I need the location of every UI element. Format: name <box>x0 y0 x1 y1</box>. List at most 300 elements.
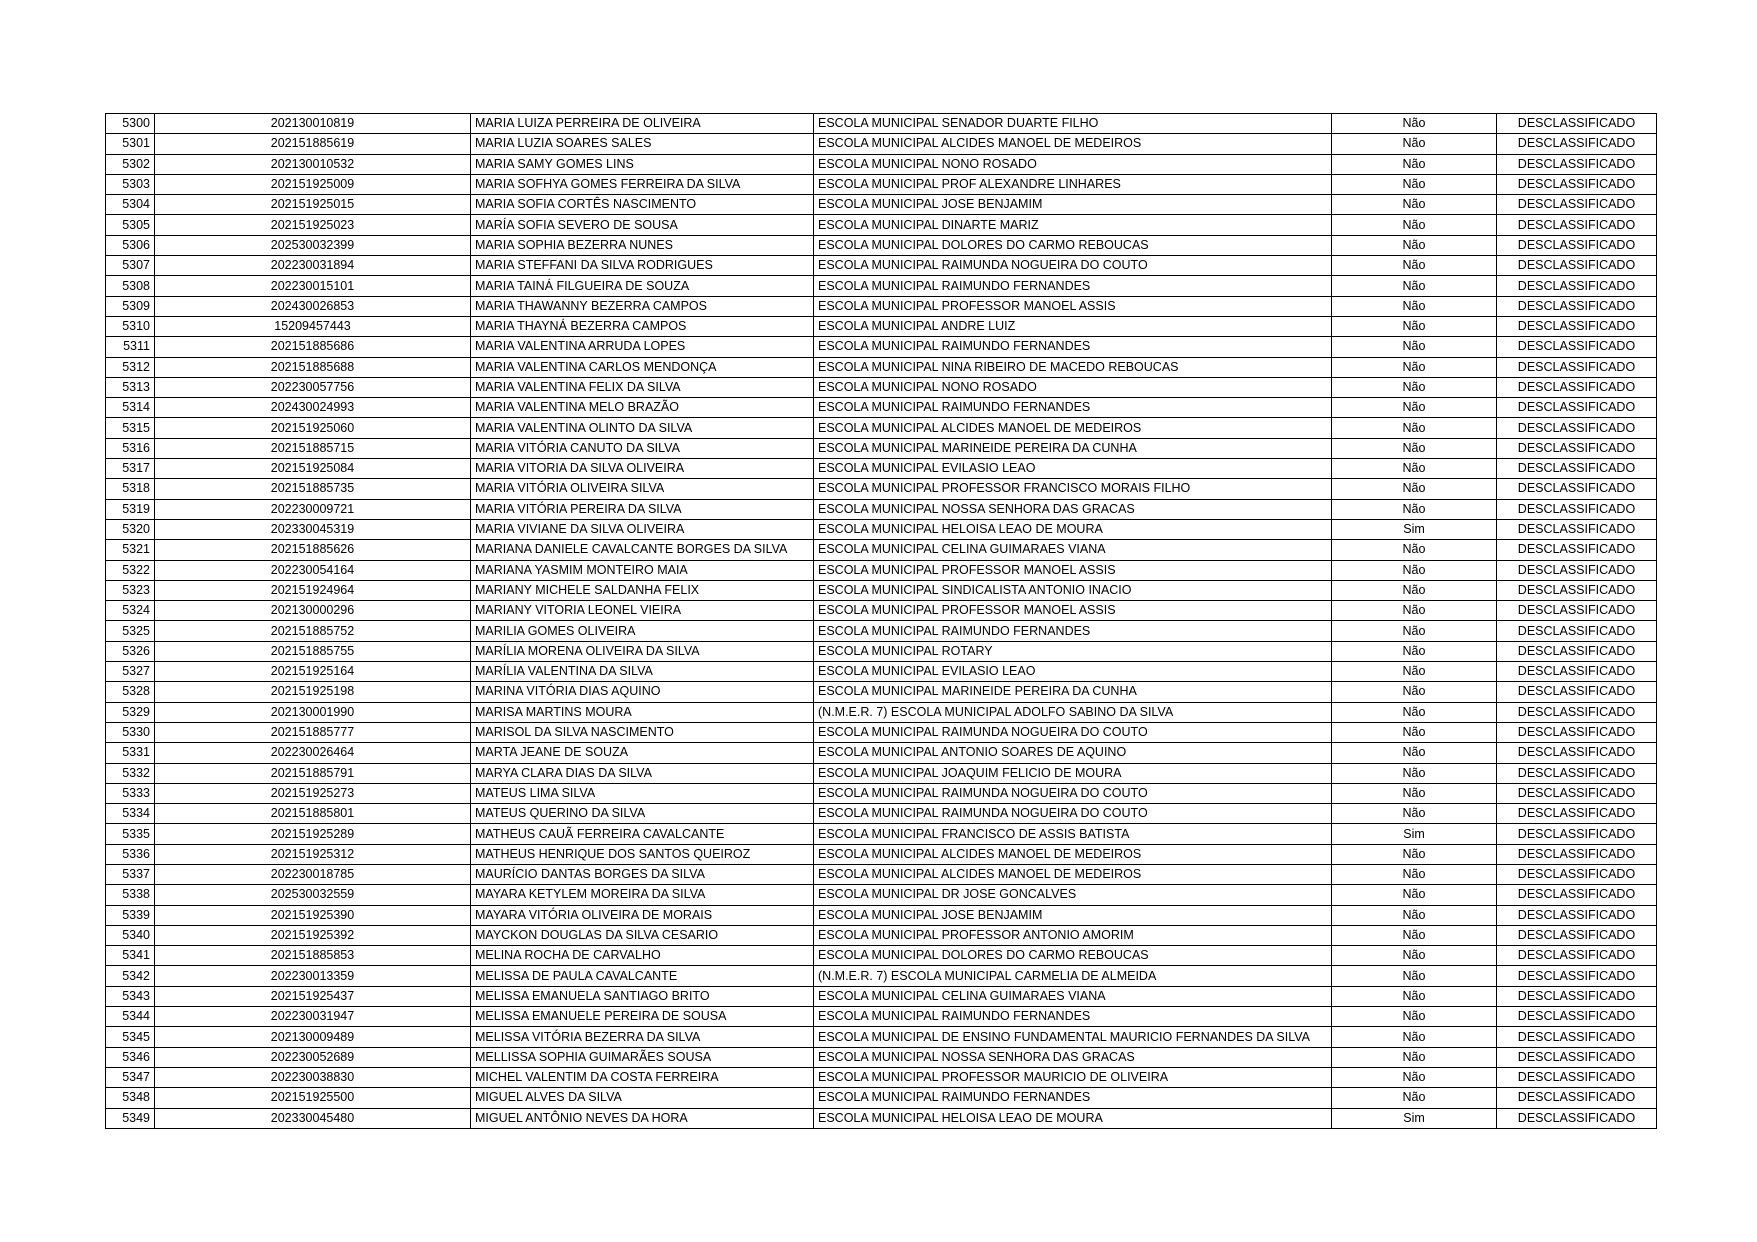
table-row <box>106 276 1657 296</box>
row-number: 5340 <box>106 925 155 945</box>
school-name: ESCOLA MUNICIPAL ALCIDES MANOEL DE MEDEIROS <box>814 864 1332 884</box>
row-number: 5348 <box>106 1088 155 1108</box>
table-row <box>106 438 1657 458</box>
registration-code: 202151885853 <box>155 946 471 966</box>
table-row <box>106 580 1657 600</box>
registration-code: 202151925023 <box>155 215 471 235</box>
flag-value: Sim <box>1332 1108 1497 1128</box>
flag-value: Não <box>1332 905 1497 925</box>
school-name: ESCOLA MUNICIPAL DR JOSE GONCALVES <box>814 885 1332 905</box>
registration-code: 202130009489 <box>155 1027 471 1047</box>
school-name: ESCOLA MUNICIPAL MARINEIDE PEREIRA DA CUNHA <box>814 682 1332 702</box>
row-number: 5316 <box>106 438 155 458</box>
flag-value: Não <box>1332 864 1497 884</box>
school-name: ESCOLA MUNICIPAL RAIMUNDO FERNANDES <box>814 1007 1332 1027</box>
student-name: MARÍLIA VALENTINA DA SILVA <box>471 662 814 682</box>
registration-code: 202530032559 <box>155 885 471 905</box>
status-value: DESCLASSIFICADO <box>1497 804 1657 824</box>
school-name: ESCOLA MUNICIPAL RAIMUNDO FERNANDES <box>814 1088 1332 1108</box>
registration-code: 202151925273 <box>155 783 471 803</box>
row-number: 5349 <box>106 1108 155 1128</box>
status-value: DESCLASSIFICADO <box>1497 540 1657 560</box>
flag-value: Não <box>1332 743 1497 763</box>
registration-code: 202230031894 <box>155 256 471 276</box>
student-name: MARIA VIVIANE DA SILVA OLIVEIRA <box>471 519 814 539</box>
registration-code: 202130001990 <box>155 702 471 722</box>
flag-value: Não <box>1332 580 1497 600</box>
school-name: ESCOLA MUNICIPAL HELOISA LEAO DE MOURA <box>814 1108 1332 1128</box>
registration-code: 202151885752 <box>155 621 471 641</box>
school-name: ESCOLA MUNICIPAL ALCIDES MANOEL DE MEDEIROS <box>814 134 1332 154</box>
table-row <box>106 377 1657 397</box>
row-number: 5312 <box>106 357 155 377</box>
row-number: 5321 <box>106 540 155 560</box>
registration-code: 202230026464 <box>155 743 471 763</box>
status-value: DESCLASSIFICADO <box>1497 357 1657 377</box>
student-name: MARIA THAYNÁ BEZERRA CAMPOS <box>471 316 814 336</box>
row-number: 5319 <box>106 499 155 519</box>
table-row <box>106 256 1657 276</box>
row-number: 5311 <box>106 337 155 357</box>
table-row <box>106 114 1657 134</box>
school-name: ESCOLA MUNICIPAL MARINEIDE PEREIRA DA CUNHA <box>814 438 1332 458</box>
school-name: ESCOLA MUNICIPAL PROF ALEXANDRE LINHARES <box>814 174 1332 194</box>
table-row <box>106 844 1657 864</box>
registration-code: 202130010532 <box>155 154 471 174</box>
row-number: 5310 <box>106 316 155 336</box>
registration-code: 202430024993 <box>155 398 471 418</box>
table-row <box>106 195 1657 215</box>
registration-code: 202151885688 <box>155 357 471 377</box>
status-value: DESCLASSIFICADO <box>1497 864 1657 884</box>
row-number: 5336 <box>106 844 155 864</box>
table-row <box>106 459 1657 479</box>
flag-value: Não <box>1332 1067 1497 1087</box>
row-number: 5347 <box>106 1067 155 1087</box>
row-number: 5343 <box>106 986 155 1006</box>
registration-code: 202230052689 <box>155 1047 471 1067</box>
student-name: MIGUEL ANTÔNIO NEVES DA HORA <box>471 1108 814 1128</box>
flag-value: Não <box>1332 702 1497 722</box>
flag-value: Não <box>1332 154 1497 174</box>
registration-code: 202151885791 <box>155 763 471 783</box>
table-row <box>106 722 1657 742</box>
school-name: ESCOLA MUNICIPAL PROFESSOR MAURICIO DE OLIVEIRA <box>814 1067 1332 1087</box>
status-value: DESCLASSIFICADO <box>1497 154 1657 174</box>
school-name: ESCOLA MUNICIPAL RAIMUNDO FERNANDES <box>814 276 1332 296</box>
flag-value: Não <box>1332 479 1497 499</box>
flag-value: Não <box>1332 276 1497 296</box>
school-name: ESCOLA MUNICIPAL ANDRE LUIZ <box>814 316 1332 336</box>
student-name: MARIA VALENTINA MELO BRAZÃO <box>471 398 814 418</box>
row-number: 5315 <box>106 418 155 438</box>
school-name: ESCOLA MUNICIPAL NINA RIBEIRO DE MACEDO REBOUCAS <box>814 357 1332 377</box>
row-number: 5323 <box>106 580 155 600</box>
flag-value: Não <box>1332 316 1497 336</box>
status-value: DESCLASSIFICADO <box>1497 641 1657 661</box>
student-name: MARIA LUIZA PERREIRA DE OLIVEIRA <box>471 114 814 134</box>
status-value: DESCLASSIFICADO <box>1497 114 1657 134</box>
row-number: 5332 <box>106 763 155 783</box>
row-number: 5334 <box>106 804 155 824</box>
row-number: 5318 <box>106 479 155 499</box>
school-name: ESCOLA MUNICIPAL RAIMUNDA NOGUEIRA DO COUTO <box>814 256 1332 276</box>
registration-code: 202151925500 <box>155 1088 471 1108</box>
student-name: MARIANA DANIELE CAVALCANTE BORGES DA SILVA <box>471 540 814 560</box>
flag-value: Não <box>1332 296 1497 316</box>
table-row <box>106 966 1657 986</box>
row-number: 5302 <box>106 154 155 174</box>
student-name: MARTA JEANE DE SOUZA <box>471 743 814 763</box>
school-name: ESCOLA MUNICIPAL DOLORES DO CARMO REBOUCAS <box>814 946 1332 966</box>
student-name: MARIA SOFIA CORTÊS NASCIMENTO <box>471 195 814 215</box>
status-value: DESCLASSIFICADO <box>1497 499 1657 519</box>
registration-code: 202151925084 <box>155 459 471 479</box>
row-number: 5313 <box>106 377 155 397</box>
school-name: ESCOLA MUNICIPAL EVILASIO LEAO <box>814 459 1332 479</box>
flag-value: Não <box>1332 783 1497 803</box>
table-row <box>106 499 1657 519</box>
row-number: 5341 <box>106 946 155 966</box>
table-row <box>106 621 1657 641</box>
flag-value: Não <box>1332 195 1497 215</box>
school-name: (N.M.E.R. 7) ESCOLA MUNICIPAL ADOLFO SABINO DA SILVA <box>814 702 1332 722</box>
flag-value: Não <box>1332 540 1497 560</box>
registration-code: 202151925198 <box>155 682 471 702</box>
student-name: MELISSA EMANUELE PEREIRA DE SOUSA <box>471 1007 814 1027</box>
table-row <box>106 1007 1657 1027</box>
status-value: DESCLASSIFICADO <box>1497 722 1657 742</box>
table-row <box>106 479 1657 499</box>
registration-code: 202230057756 <box>155 377 471 397</box>
student-name: MELLISSA SOPHIA GUIMARÃES SOUSA <box>471 1047 814 1067</box>
school-name: ESCOLA MUNICIPAL CELINA GUIMARAES VIANA <box>814 540 1332 560</box>
flag-value: Não <box>1332 215 1497 235</box>
table-row <box>106 662 1657 682</box>
registration-code: 202151925060 <box>155 418 471 438</box>
table-row <box>106 824 1657 844</box>
row-number: 5320 <box>106 519 155 539</box>
student-name: MARIA VITÓRIA CANUTO DA SILVA <box>471 438 814 458</box>
flag-value: Não <box>1332 1027 1497 1047</box>
status-value: DESCLASSIFICADO <box>1497 682 1657 702</box>
flag-value: Não <box>1332 1047 1497 1067</box>
registration-code: 202151885715 <box>155 438 471 458</box>
registration-code: 202151925437 <box>155 986 471 1006</box>
status-value: DESCLASSIFICADO <box>1497 195 1657 215</box>
table-row <box>106 235 1657 255</box>
table-row <box>106 134 1657 154</box>
status-value: DESCLASSIFICADO <box>1497 134 1657 154</box>
status-value: DESCLASSIFICADO <box>1497 418 1657 438</box>
school-name: ESCOLA MUNICIPAL ROTARY <box>814 641 1332 661</box>
status-value: DESCLASSIFICADO <box>1497 844 1657 864</box>
row-number: 5344 <box>106 1007 155 1027</box>
student-name: MELISSA VITÓRIA BEZERRA DA SILVA <box>471 1027 814 1047</box>
school-name: ESCOLA MUNICIPAL JOSE BENJAMIM <box>814 905 1332 925</box>
status-value: DESCLASSIFICADO <box>1497 925 1657 945</box>
student-name: MATEUS QUERINO DA SILVA <box>471 804 814 824</box>
school-name: ESCOLA MUNICIPAL SENADOR DUARTE FILHO <box>814 114 1332 134</box>
status-value: DESCLASSIFICADO <box>1497 986 1657 1006</box>
row-number: 5306 <box>106 235 155 255</box>
flag-value: Não <box>1332 459 1497 479</box>
flag-value: Sim <box>1332 824 1497 844</box>
registration-code: 202230015101 <box>155 276 471 296</box>
table-row <box>106 905 1657 925</box>
school-name: ESCOLA MUNICIPAL NONO ROSADO <box>814 377 1332 397</box>
flag-value: Não <box>1332 986 1497 1006</box>
flag-value: Não <box>1332 438 1497 458</box>
table-row <box>106 174 1657 194</box>
flag-value: Não <box>1332 966 1497 986</box>
student-name: MARIA STEFFANI DA SILVA RODRIGUES <box>471 256 814 276</box>
table-row <box>106 702 1657 722</box>
status-value: DESCLASSIFICADO <box>1497 763 1657 783</box>
flag-value: Não <box>1332 235 1497 255</box>
flag-value: Não <box>1332 114 1497 134</box>
student-name: MARIA SOPHIA BEZERRA NUNES <box>471 235 814 255</box>
school-name: ESCOLA MUNICIPAL HELOISA LEAO DE MOURA <box>814 519 1332 539</box>
registration-code: 202230031947 <box>155 1007 471 1027</box>
row-number: 5326 <box>106 641 155 661</box>
school-name: ESCOLA MUNICIPAL EVILASIO LEAO <box>814 662 1332 682</box>
student-name: MARIA VITÓRIA PEREIRA DA SILVA <box>471 499 814 519</box>
registration-code: 202130010819 <box>155 114 471 134</box>
table-row <box>106 296 1657 316</box>
table-row <box>106 540 1657 560</box>
row-number: 5328 <box>106 682 155 702</box>
flag-value: Não <box>1332 174 1497 194</box>
table-row <box>106 763 1657 783</box>
status-value: DESCLASSIFICADO <box>1497 296 1657 316</box>
table-row <box>106 1047 1657 1067</box>
student-name: MARÍA SOFIA SEVERO DE SOUSA <box>471 215 814 235</box>
row-number: 5342 <box>106 966 155 986</box>
status-value: DESCLASSIFICADO <box>1497 580 1657 600</box>
registration-code: 202230009721 <box>155 499 471 519</box>
registration-code: 202151885755 <box>155 641 471 661</box>
student-name: MARISOL DA SILVA NASCIMENTO <box>471 722 814 742</box>
flag-value: Sim <box>1332 519 1497 539</box>
status-value: DESCLASSIFICADO <box>1497 1108 1657 1128</box>
student-name: MARIANA YASMIM MONTEIRO MAIA <box>471 560 814 580</box>
row-number: 5338 <box>106 885 155 905</box>
row-number: 5333 <box>106 783 155 803</box>
student-name: MARIA VITÓRIA OLIVEIRA SILVA <box>471 479 814 499</box>
status-value: DESCLASSIFICADO <box>1497 174 1657 194</box>
flag-value: Não <box>1332 601 1497 621</box>
flag-value: Não <box>1332 357 1497 377</box>
status-value: DESCLASSIFICADO <box>1497 316 1657 336</box>
registration-code: 202130000296 <box>155 601 471 621</box>
row-number: 5339 <box>106 905 155 925</box>
table-row <box>106 519 1657 539</box>
status-value: DESCLASSIFICADO <box>1497 276 1657 296</box>
registration-code: 202151885735 <box>155 479 471 499</box>
status-value: DESCLASSIFICADO <box>1497 601 1657 621</box>
student-name: MARIA VALENTINA FELIX DA SILVA <box>471 377 814 397</box>
student-name: MARIA VITORIA DA SILVA OLIVEIRA <box>471 459 814 479</box>
status-value: DESCLASSIFICADO <box>1497 1047 1657 1067</box>
school-name: ESCOLA MUNICIPAL ALCIDES MANOEL DE MEDEIROS <box>814 844 1332 864</box>
status-value: DESCLASSIFICADO <box>1497 621 1657 641</box>
status-value: DESCLASSIFICADO <box>1497 702 1657 722</box>
table-row <box>106 1067 1657 1087</box>
results-table <box>105 113 1657 1129</box>
registration-code: 202151885777 <box>155 722 471 742</box>
flag-value: Não <box>1332 641 1497 661</box>
flag-value: Não <box>1332 1088 1497 1108</box>
row-number: 5309 <box>106 296 155 316</box>
school-name: ESCOLA MUNICIPAL NOSSA SENHORA DAS GRACAS <box>814 1047 1332 1067</box>
student-name: MIGUEL ALVES DA SILVA <box>471 1088 814 1108</box>
flag-value: Não <box>1332 682 1497 702</box>
student-name: MAYCKON DOUGLAS DA SILVA CESARIO <box>471 925 814 945</box>
status-value: DESCLASSIFICADO <box>1497 783 1657 803</box>
student-name: MELISSA DE PAULA CAVALCANTE <box>471 966 814 986</box>
student-name: MARIA TAINÁ FILGUEIRA DE SOUZA <box>471 276 814 296</box>
student-name: MARÍLIA MORENA OLIVEIRA DA SILVA <box>471 641 814 661</box>
school-name: ESCOLA MUNICIPAL RAIMUNDA NOGUEIRA DO COUTO <box>814 804 1332 824</box>
student-name: MARIANY VITORIA LEONEL VIEIRA <box>471 601 814 621</box>
school-name: ESCOLA MUNICIPAL DOLORES DO CARMO REBOUCAS <box>814 235 1332 255</box>
status-value: DESCLASSIFICADO <box>1497 1067 1657 1087</box>
table-row <box>106 946 1657 966</box>
registration-code: 202230018785 <box>155 864 471 884</box>
row-number: 5337 <box>106 864 155 884</box>
table-row <box>106 804 1657 824</box>
registration-code: 202151925289 <box>155 824 471 844</box>
registration-code: 202430026853 <box>155 296 471 316</box>
status-value: DESCLASSIFICADO <box>1497 1027 1657 1047</box>
flag-value: Não <box>1332 763 1497 783</box>
student-name: MARILIA GOMES OLIVEIRA <box>471 621 814 641</box>
registration-code: 202151885686 <box>155 337 471 357</box>
student-name: MARIA VALENTINA CARLOS MENDONÇA <box>471 357 814 377</box>
flag-value: Não <box>1332 885 1497 905</box>
flag-value: Não <box>1332 337 1497 357</box>
status-value: DESCLASSIFICADO <box>1497 885 1657 905</box>
registration-code: 202230013359 <box>155 966 471 986</box>
student-name: MELISSA EMANUELA SANTIAGO BRITO <box>471 986 814 1006</box>
table-row <box>106 783 1657 803</box>
school-name: ESCOLA MUNICIPAL RAIMUNDA NOGUEIRA DO COUTO <box>814 722 1332 742</box>
row-number: 5327 <box>106 662 155 682</box>
student-name: MARIANY MICHELE SALDANHA FELIX <box>471 580 814 600</box>
table-row <box>106 743 1657 763</box>
flag-value: Não <box>1332 804 1497 824</box>
registration-code: 202151925015 <box>155 195 471 215</box>
table-row <box>106 885 1657 905</box>
registration-code: 202230038830 <box>155 1067 471 1087</box>
school-name: ESCOLA MUNICIPAL RAIMUNDA NOGUEIRA DO COUTO <box>814 783 1332 803</box>
flag-value: Não <box>1332 662 1497 682</box>
status-value: DESCLASSIFICADO <box>1497 519 1657 539</box>
registration-code: 202330045480 <box>155 1108 471 1128</box>
status-value: DESCLASSIFICADO <box>1497 215 1657 235</box>
student-name: MARIA SOFHYA GOMES FERREIRA DA SILVA <box>471 174 814 194</box>
school-name: ESCOLA MUNICIPAL ANTONIO SOARES DE AQUINO <box>814 743 1332 763</box>
table-row <box>106 601 1657 621</box>
table-row <box>106 215 1657 235</box>
student-name: MARIA VALENTINA OLINTO DA SILVA <box>471 418 814 438</box>
flag-value: Não <box>1332 925 1497 945</box>
row-number: 5307 <box>106 256 155 276</box>
registration-code: 202151925390 <box>155 905 471 925</box>
student-name: MELINA ROCHA DE CARVALHO <box>471 946 814 966</box>
flag-value: Não <box>1332 418 1497 438</box>
status-value: DESCLASSIFICADO <box>1497 438 1657 458</box>
school-name: ESCOLA MUNICIPAL RAIMUNDO FERNANDES <box>814 398 1332 418</box>
status-value: DESCLASSIFICADO <box>1497 337 1657 357</box>
school-name: ESCOLA MUNICIPAL PROFESSOR FRANCISCO MORAIS FILHO <box>814 479 1332 499</box>
school-name: ESCOLA MUNICIPAL ALCIDES MANOEL DE MEDEIROS <box>814 418 1332 438</box>
registration-code: 202151885626 <box>155 540 471 560</box>
table-row <box>106 398 1657 418</box>
school-name: ESCOLA MUNICIPAL NOSSA SENHORA DAS GRACAS <box>814 499 1332 519</box>
flag-value: Não <box>1332 398 1497 418</box>
table-row <box>106 641 1657 661</box>
flag-value: Não <box>1332 946 1497 966</box>
table-row <box>106 560 1657 580</box>
student-name: MARISA MARTINS MOURA <box>471 702 814 722</box>
status-value: DESCLASSIFICADO <box>1497 905 1657 925</box>
results-table-body <box>106 114 1657 1129</box>
school-name: ESCOLA MUNICIPAL JOAQUIM FELICIO DE MOURA <box>814 763 1332 783</box>
school-name: ESCOLA MUNICIPAL PROFESSOR MANOEL ASSIS <box>814 296 1332 316</box>
table-row <box>106 986 1657 1006</box>
student-name: MARIA VALENTINA ARRUDA LOPES <box>471 337 814 357</box>
status-value: DESCLASSIFICADO <box>1497 377 1657 397</box>
status-value: DESCLASSIFICADO <box>1497 662 1657 682</box>
row-number: 5335 <box>106 824 155 844</box>
status-value: DESCLASSIFICADO <box>1497 824 1657 844</box>
row-number: 5345 <box>106 1027 155 1047</box>
row-number: 5314 <box>106 398 155 418</box>
registration-code: 15209457443 <box>155 316 471 336</box>
flag-value: Não <box>1332 560 1497 580</box>
registration-code: 202151925164 <box>155 662 471 682</box>
status-value: DESCLASSIFICADO <box>1497 946 1657 966</box>
status-value: DESCLASSIFICADO <box>1497 1088 1657 1108</box>
student-name: MARIA THAWANNY BEZERRA CAMPOS <box>471 296 814 316</box>
row-number: 5346 <box>106 1047 155 1067</box>
table-row <box>106 418 1657 438</box>
flag-value: Não <box>1332 844 1497 864</box>
status-value: DESCLASSIFICADO <box>1497 479 1657 499</box>
table-row <box>106 357 1657 377</box>
row-number: 5317 <box>106 459 155 479</box>
school-name: ESCOLA MUNICIPAL SINDICALISTA ANTONIO INACIO <box>814 580 1332 600</box>
student-name: MARIA SAMY GOMES LINS <box>471 154 814 174</box>
table-row <box>106 1088 1657 1108</box>
status-value: DESCLASSIFICADO <box>1497 398 1657 418</box>
row-number: 5303 <box>106 174 155 194</box>
student-name: MAYARA KETYLEM MOREIRA DA SILVA <box>471 885 814 905</box>
school-name: (N.M.E.R. 7) ESCOLA MUNICIPAL CARMELIA DE ALMEIDA <box>814 966 1332 986</box>
flag-value: Não <box>1332 377 1497 397</box>
registration-code: 202230054164 <box>155 560 471 580</box>
row-number: 5308 <box>106 276 155 296</box>
status-value: DESCLASSIFICADO <box>1497 560 1657 580</box>
row-number: 5300 <box>106 114 155 134</box>
school-name: ESCOLA MUNICIPAL RAIMUNDO FERNANDES <box>814 337 1332 357</box>
registration-code: 202530032399 <box>155 235 471 255</box>
school-name: ESCOLA MUNICIPAL PROFESSOR MANOEL ASSIS <box>814 560 1332 580</box>
student-name: MARINA VITÓRIA DIAS AQUINO <box>471 682 814 702</box>
table-row <box>106 1027 1657 1047</box>
